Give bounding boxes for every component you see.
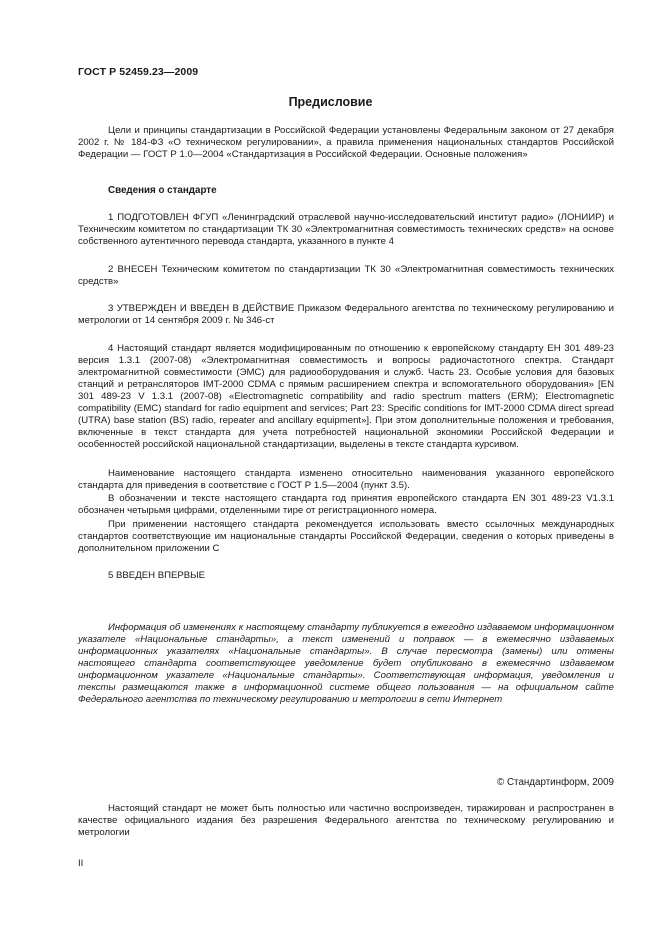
item-1-paragraph: 1 ПОДГОТОВЛЕН ФГУП «Ленинградский отраслевой научно-исследовательский институт радио» (ЛОНИИР) и Техническим комитетом по стандартизации ТК 30 «Электромагнитная совместимость технических средств» на основе собственного аутентичного перевода стандарта, указанного в пункте 4 [78, 212, 614, 247]
item-5-paragraph: 5 ВВЕДЕН ВПЕРВЫЕ [108, 570, 206, 581]
copyright-line: © Стандартинформ, 2009 [497, 777, 614, 788]
item-4-paragraph: 4 Настоящий стандарт является модифицированным по отношению к европейскому стандарту ЕН 301 489-23 версия 1.3.1 (2007-08) «Электромагнитная совместимость и вопросы радиочастотного спектра. Стандарт электромагнитной совместимости (ЭМС) для радиооборудования и служб. Часть 23. Особые условия для базовых станций и ретрансляторов IMT-2000 CDMA с прямым расширением спектра и вспомогательного оборудования» [EN 301 489-23 V 1.3.1 (2007-08) «Electromagnetic compatibility and radio spectrum matters (ERM); Electromagnetic compatibility (EMC) standard for radio equipment and services; Part 23: Specific conditions for IMT-2000 CDMA direct spread (UTRA) base station (BS) radio, repeater and ancillary equipment»]. При этом дополнительные положения и требования, включенные в текст стандарта для учета потребностей национальной экономики Российской Федерации и особенностей российской национальной стандартизации, выделены в тексте стандарта курсивом. [78, 343, 614, 450]
item-2-paragraph: 2 ВНЕСЕН Техническим комитетом по стандартизации ТК 30 «Электромагнитная совместимость технических средств» [78, 264, 614, 287]
document-header: ГОСТ Р 52459.23—2009 [78, 66, 199, 78]
item-4-name-change: Наименование настоящего стандарта изменено относительно наименования указанного европейского стандарта для приведения в соответствие с ГОСТ Р 1.5—2004 (пункт 3.5). [78, 468, 614, 491]
item-4-designation: В обозначении и тексте настоящего стандарта год принятия европейского стандарта EN 301 489-23 V1.3.1 обозначен четырьмя цифрами, отделенными тире от регистрационного номера. [78, 493, 614, 516]
notice-paragraph: Информация об изменениях к настоящему стандарту публикуется в ежегодно издаваемом информационном указателе «Национальные стандарты», а текст изменений и поправок — в ежемесячно издаваемых информационных указателях «Национальные стандарты». В случае пересмотра (замены) или отмены настоящего стандарта соответствующее уведомление будет опубликовано в ежемесячно издаваемом информационном указателе «Национальные стандарты». Соответствующая информация, уведомления и тексты размещаются также в информационной системе общего пользования — на официальном сайте Федерального агентства по техническому регулированию и метрологии в сети Интернет [78, 622, 614, 705]
section-heading: Сведения о стандарте [108, 185, 217, 196]
page-number: II [78, 858, 84, 869]
rights-paragraph: Настоящий стандарт не может быть полностью или частично воспроизведен, тиражирован и распространен в качестве официального издания без разрешения Федерального агентства по техническому регулированию и метрологии [78, 803, 614, 838]
intro-paragraph: Цели и принципы стандартизации в Российской Федерации установлены Федеральным законом от 27 декабря 2002 г. № 184-ФЗ «О техническом регулировании», а правила применения национальных стандартов Российской Федерации — ГОСТ Р 1.0—2004 «Стандартизация в Российской Федерации. Основные положения» [78, 125, 614, 160]
item-3-paragraph: 3 УТВЕРЖДЕН И ВВЕДЕН В ДЕЙСТВИЕ Приказом Федерального агентства по техническому регулированию и метрологии от 14 сентября 2009 г. № 346-ст [78, 303, 614, 326]
page-title: Предисловие [288, 95, 373, 109]
item-4-application: При применении настоящего стандарта рекомендуется использовать вместо ссылочных международных стандартов соответствующие им национальные стандарты Российской Федерации, сведения о которых приведены в дополнительном приложении С [78, 519, 614, 554]
